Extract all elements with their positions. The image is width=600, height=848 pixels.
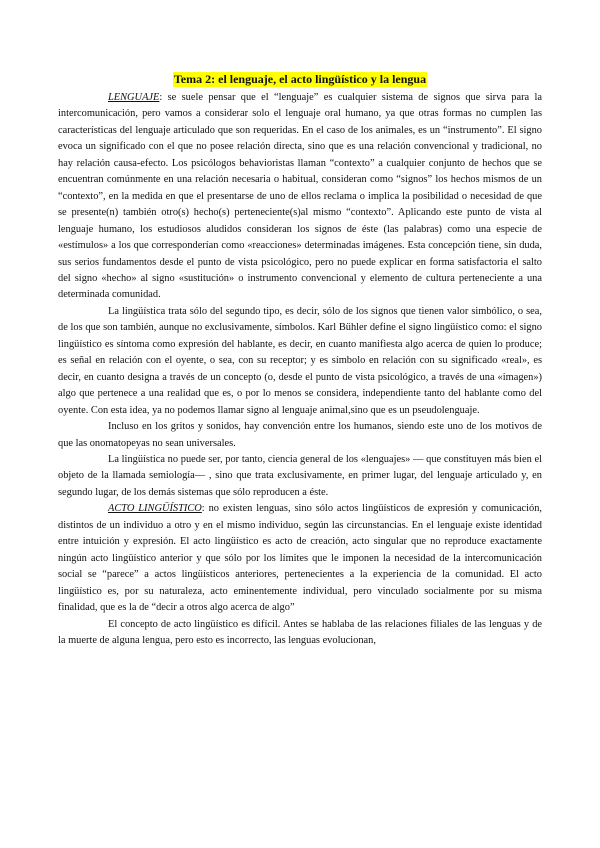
paragraph-text: Incluso en los gritos y sonidos, hay convención entre los humanos, siendo este uno de los motivos de que las onomatopeyas no sean universales. — [58, 421, 542, 449]
paragraph-concepto-acto — [58, 617, 542, 650]
paragraph-text: La lingüística no puede ser, por tanto, ciencia general de los «lenguajes» — que constituyen más bien el objeto de la llamada semiología— , sino que trata exclusivamente, en primer lugar, del lenguaje articulado y, en segundo lugar, de los demás sistemas que sólo reproducen a éste. — [58, 453, 542, 498]
document-title: Tema 2: el lenguaje, el acto lingüístico y la lengua — [173, 72, 427, 86]
paragraph-gritos-sonidos — [58, 419, 542, 452]
paragraph-text: El concepto de acto lingüístico es difícil. Antes se hablaba de las relaciones filiales de las lenguas y de la muerte de alguna lengua, pero esto es incorrecto, las lenguas evolucionan, — [58, 618, 542, 646]
term-acto-linguistico: ACTO LINGÜÍSTICO — [108, 503, 202, 515]
paragraph-semiologia — [58, 452, 542, 501]
term-lenguaje: LENGUAJE — [108, 92, 160, 103]
paragraph-lenguaje — [58, 90, 542, 304]
paragraph-text: La lingüística trata sólo del segundo tipo, es decir, sólo de los signos que tienen valor simbólico, o sea, de los que son también, aunque no exclusivamente, símbolos. Karl Bühler define el signo lingüístico como: el signo lingüístico es síntoma como expresión del hablante, es decir, en cuanto manifiesta algo acerca de quien lo produce; es señal en relación con el oyente, o sea, con su receptor; y es símbolo en relación con su significado «real», es decir, en cuanto designa a través de un concepto (o, desde el punto de vista psicológico, a través de una «imagen») algo que pertenece a una realidad que es, o por lo menos se considera, independiente tanto del hablante como del oyente. Con esta idea, ya no podemos llamar signo al lenguaje animal,sino que es un pseudolenguaje. — [58, 305, 542, 416]
title-container — [0, 70, 600, 88]
paragraph-text: : se suele pensar que el “lenguaje” es cualquier sistema de signos que sirva para la intercomunicación, pero vamos a considerar solo el lenguaje oral humano, ya que otras formas no cumplen las características del lenguaje articulado que son requeridas. En el caso de los animales, es un “instrumento”. El signo evoca un significado con el que no posee relación directa, sino que es una relación convencional y tradicional, no hay relación causa-efecto. Los psicólogos behavioristas llaman “contexto” a cualquier conjunto de hechos que se encuentran comúnmente en una relación necesaria o habitual, consideran como “signos” los hechos mismos de un “contexto”, en la medida en que el presentarse de uno de ellos reclama o implica la posibilidad o necesidad de que se presente(n) también otro(s) hecho(s) perteneciente(s)al mismo “contexto”. Aplicando este punto de vista al lenguaje humano, los estudiosos aludidos consideran los signos de éste (las palabras) como una especie de «estímulos» a los que corresponderían como «reacciones» determinadas imágenes. Esta concepción tiene, sin duda, sus serios fundamentos desde el punto de vista psicológico, pero no puede explicar en forma satisfactoria el salto del signo «hecho» al signo «sustitución» o instrumento convencional y elemento de cultura perteneciente a una determinada comunidad. — [58, 92, 542, 301]
paragraph-text: : no existen lenguas, sino sólo actos lingüísticos de expresión y comunicación, distintos de un individuo a otro y en el mismo individuo, según las circunstancias. En el lenguaje existe identidad entre intuición y expresión. El acto lingüístico es acto de creación, acto singular que no reproduce exactamente ningún acto lingüístico anterior y que sólo por los límites que le imponen la necesidad de la intercomunicación social se “parece” a actos lingüísticos anteriores, pertenecientes a la experiencia de la comunidad. El acto lingüístico es, por su naturaleza, acto eminentemente individual, pero vinculado socialmente por su misma finalidad, que es la de “decir a otros algo acerca de algo” — [58, 503, 542, 614]
document-body — [58, 90, 542, 649]
paragraph-acto-linguistico — [58, 501, 542, 616]
paragraph-linguistica-signo — [58, 304, 542, 419]
